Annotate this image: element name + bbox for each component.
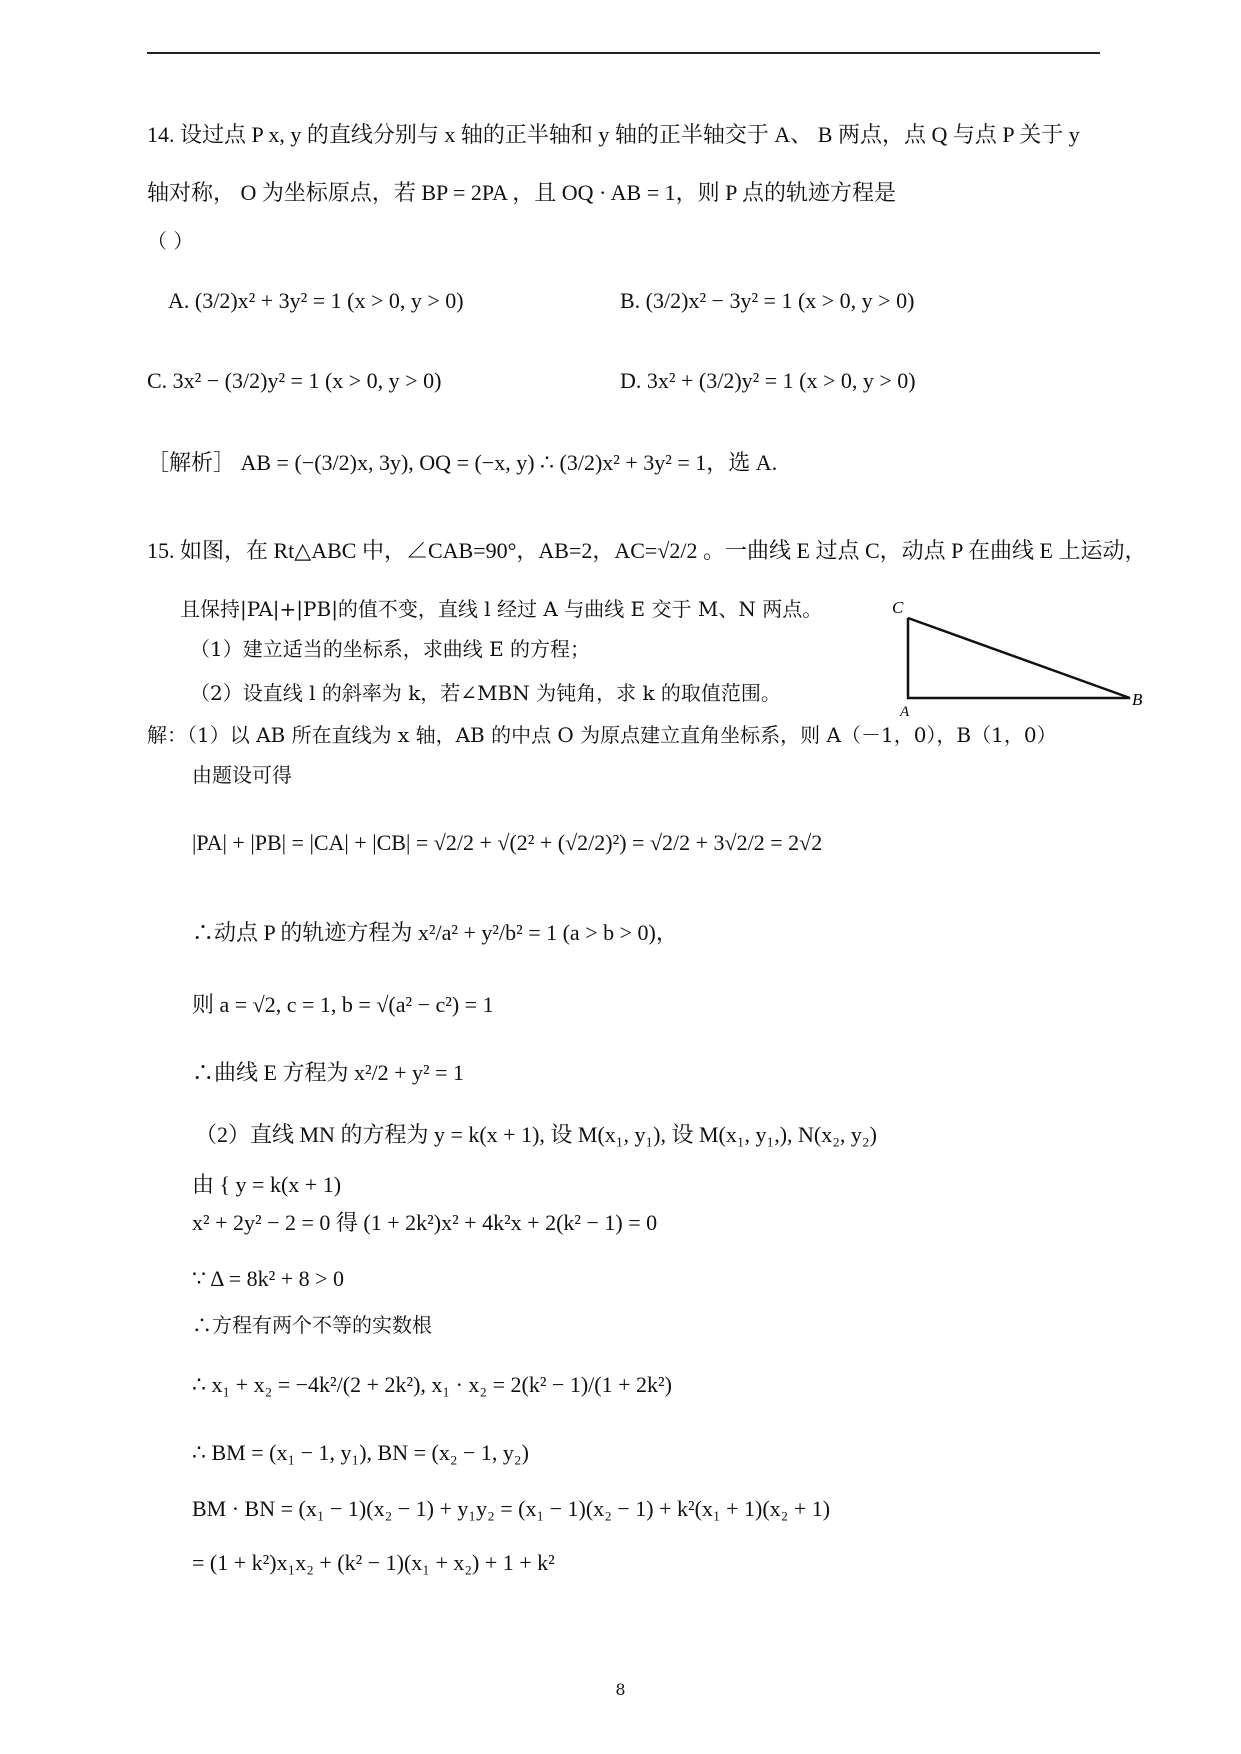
solution-step5: 则 a = √2, c = 1, b = √(a² − c²) = 1 — [192, 992, 494, 1017]
triangle-figure — [880, 590, 1160, 720]
triangle-shape — [908, 618, 1130, 698]
q14-line2: 轴对称， O 为坐标原点，若 BP = 2PA ，且 OQ · AB = 1，则 P 点的轨迹方程是 — [147, 180, 897, 205]
q15-part2: （2）设直线 l 的斜率为 k，若∠MBN 为钝角，求 k 的取值范围。 — [190, 681, 781, 705]
solution-step10: ∴方程有两个不等的实数根 — [192, 1313, 432, 1337]
label-c: C — [892, 598, 904, 617]
q14-line1: 14. 设过点 P x, y 的直线分别与 x 轴的正半轴和 y 轴的正半轴交于 A、 B 两点，点 Q 与点 P 关于 y — [147, 122, 1080, 147]
q15-line1: 15. 如图，在 Rt△ABC 中，∠CAB=90°，AB=2，AC=√2/2 。一曲线 E 过点 C，动点 P 在曲线 E 上运动， — [147, 538, 1147, 563]
solution-step1: 解：（1）以 AB 所在直线为 x 轴，AB 的中点 O 为原点建立直角坐标系，则 A（－1，0），B（1，0） — [147, 723, 1057, 747]
solution-step2: 由题设可得 — [192, 763, 292, 787]
q14-option-b: B. (3/2)x² − 3y² = 1 (x > 0, y > 0) — [620, 288, 915, 313]
q14-analysis: ［解析］ AB = (−(3/2)x, 3y), OQ = (−x, y) ∴ (3/2)x² + 3y² = 1，选 A. — [147, 450, 778, 475]
solution-step12: ∴ BM = (x₁ − 1, y₁), BN = (x₂ − 1, y₂) — [192, 1440, 529, 1465]
q14-option-c: C. 3x² − (3/2)y² = 1 (x > 0, y > 0) — [147, 368, 442, 393]
page-number: 8 — [615, 1680, 626, 1699]
q15-line2: 且保持|PA|+|PB|的值不变，直线 l 经过 A 与曲线 E 交于 M、N 两点。 — [180, 597, 823, 621]
solution-step8a: 由 { y = k(x + 1) — [192, 1172, 342, 1197]
header-rule — [147, 52, 1100, 54]
label-b: B — [1132, 690, 1143, 709]
solution-step11: ∴ x₁ + x₂ = −4k²/(2 + 2k²), x₁ · x₂ = 2(k² − 1)/(1 + 2k²) — [192, 1372, 672, 1397]
solution-step7: （2）直线 MN 的方程为 y = k(x + 1), 设 M(x₁, y₁), 设 M(x₁, y₁,), N(x₂, y₂) — [195, 1122, 877, 1147]
solution-step4: ∴动点 P 的轨迹方程为 x²/a² + y²/b² = 1 (a > b > 0)， — [192, 920, 678, 945]
label-a: A — [900, 704, 910, 720]
q14-answer-paren: （ ） — [147, 229, 194, 253]
solution-step14: = (1 + k²)x₁x₂ + (k² − 1)(x₁ + x₂) + 1 + k² — [192, 1550, 555, 1575]
solution-step3: |PA| + |PB| = |CA| + |CB| = √2/2 + √(2² + (√2/2)²) = √2/2 + 3√2/2 = 2√2 — [192, 830, 823, 855]
q15-part1: （1）建立适当的坐标系，求曲线 E 的方程； — [190, 637, 591, 661]
solution-step8b: x² + 2y² − 2 = 0 得 (1 + 2k²)x² + 4k²x + 2(k² − 1) = 0 — [192, 1210, 658, 1235]
solution-step13: BM · BN = (x₁ − 1)(x₂ − 1) + y₁y₂ = (x₁ − 1)(x₂ − 1) + k²(x₁ + 1)(x₂ + 1) — [192, 1496, 831, 1521]
solution-step9: ∵ Δ = 8k² + 8 > 0 — [192, 1266, 345, 1291]
solution-step6: ∴曲线 E 方程为 x²/2 + y² = 1 — [192, 1060, 465, 1085]
q14-option-a: A. (3/2)x² + 3y² = 1 (x > 0, y > 0) — [168, 288, 464, 313]
q14-option-d: D. 3x² + (3/2)y² = 1 (x > 0, y > 0) — [620, 368, 916, 393]
